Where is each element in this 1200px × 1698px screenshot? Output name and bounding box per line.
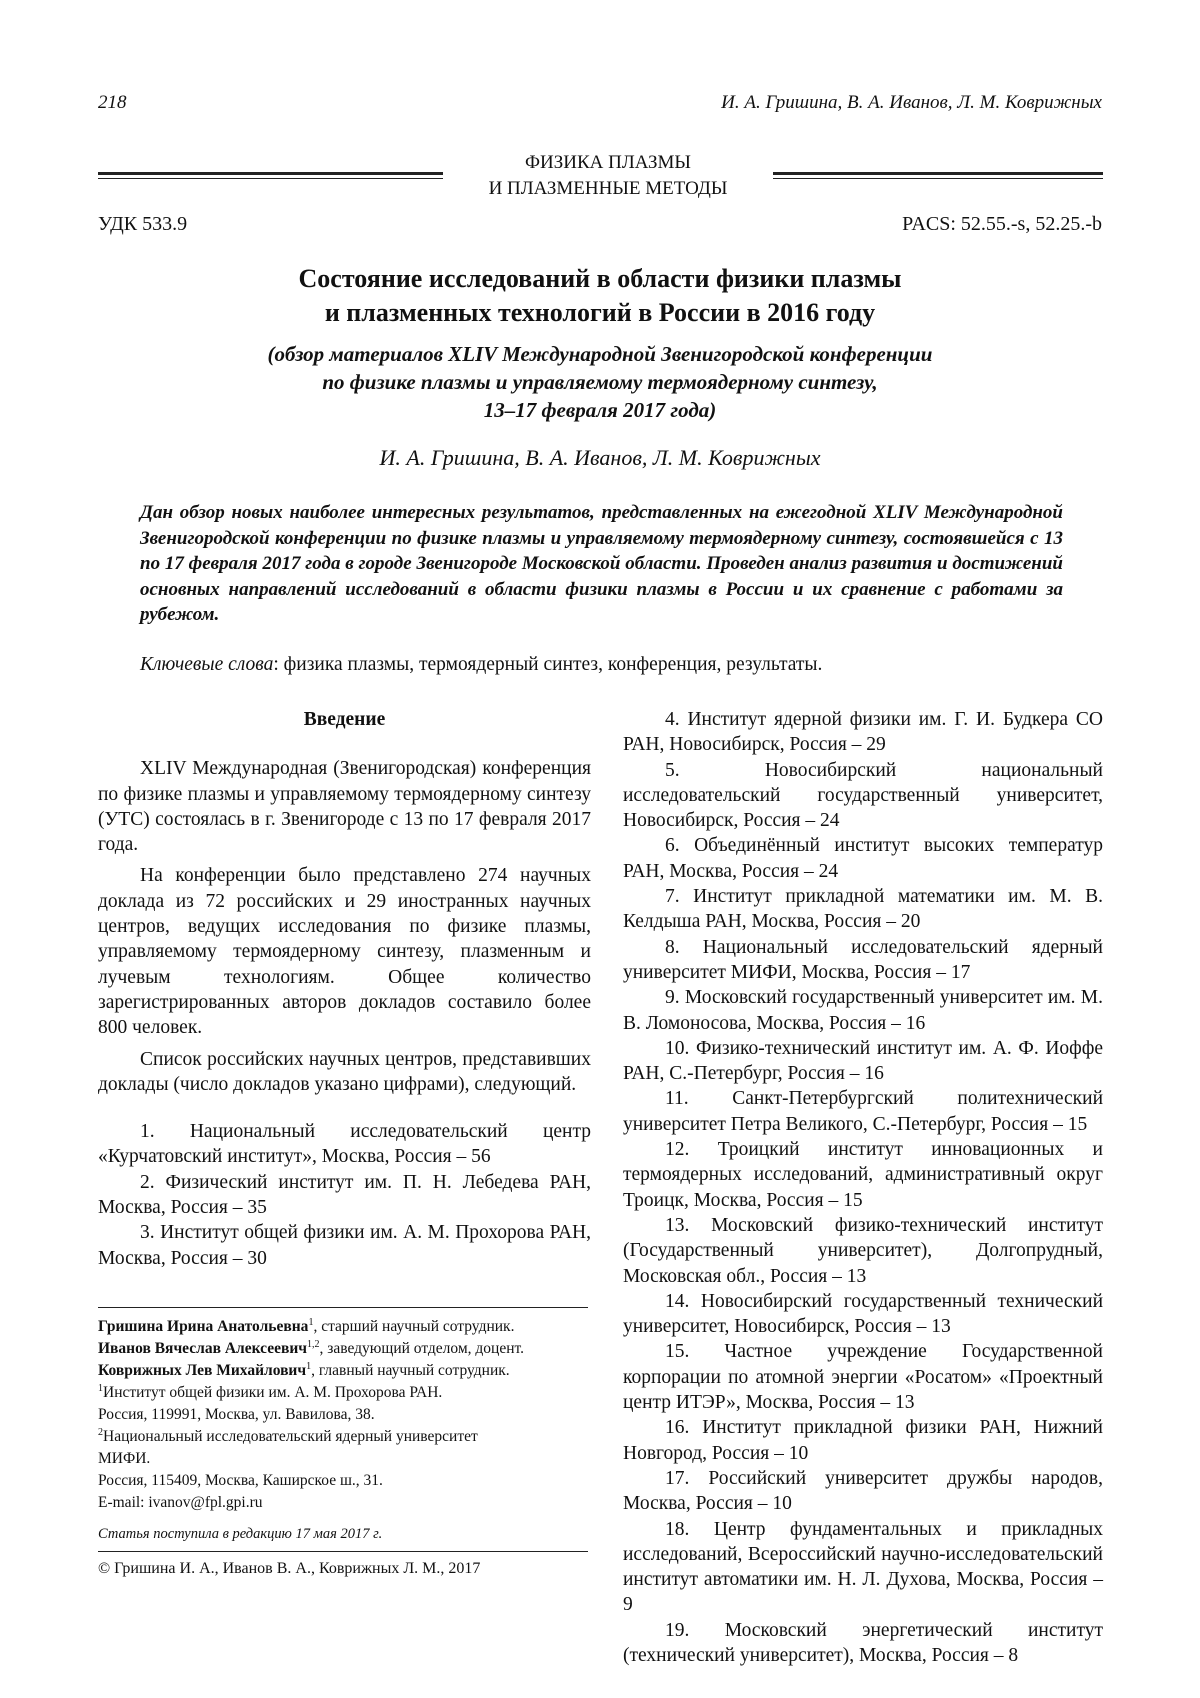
udk-code: УДК 533.9 [98, 213, 188, 235]
copyright-notice: © Гришина И. А., Иванов В. А., Коврижных Л. М., 2017 [98, 1560, 481, 1577]
intro-paragraph: На конференции было представлено 274 научных доклада из 72 российских и 29 иностранных научных центров, ведущих исследования по физике плазмы, управляемому термоядерному синтезу, плазменным и лучевым технологиям. Общее количество зарегистрированных авторов докладов составило более 800 человек. [98, 865, 591, 1039]
center-item: 1. Национальный исследовательский центр «Курчатовский институт», Москва, Россия – 56 [98, 1121, 591, 1168]
center-item: 5. Новосибирский национальный исследовательский государственный университет, Новосибирск, Россия – 24 [623, 759, 1103, 832]
center-item: 3. Институт общей физики им. А. М. Прохорова РАН, Москва, Россия – 30 [98, 1222, 591, 1269]
keywords-label: Ключевые слова [140, 654, 274, 675]
center-item: 12. Троицкий институт инновационных и термоядерных исследований, административный округ Троицк, Москва, Россия – 15 [623, 1139, 1103, 1211]
center-item: 17. Российский университет дружбы народов, Москва, Россия – 10 [623, 1467, 1103, 1515]
center-item: 19. Московский энергетический институт (технический университет), Москва, Россия – 8 [623, 1619, 1103, 1666]
received-date: Статья поступила в редакцию 17 мая 2017 г. [98, 1526, 383, 1542]
section-rule-right [773, 172, 1103, 179]
center-item: 4. Институт ядерной физики им. Г. И. Будкера СО РАН, Новосибирск, Россия – 29 [623, 709, 1103, 756]
abstract: Дан обзор новых наиболее интересных результатов, представленных на ежегодной XLIV Международной Звенигородской конференции по физике плазмы и управляемому термоядерному синтезу, состоявшейся с 13 по 17 февраля 2017 года в городе Звенигороде Московской области. Проведен анализ развития и достижений основных направлений исследований в области физики плазмы в России и их сравнение с работами за рубежом. [140, 502, 1063, 625]
affiliation-1-address: Россия, 119991, Москва, ул. Вавилова, 38. [98, 1406, 375, 1423]
center-item: 9. Московский государственный университет им. М. В. Ломоносова, Москва, Россия – 16 [623, 987, 1103, 1034]
centers-list-left [98, 1119, 591, 1271]
section-rule-left [98, 172, 443, 179]
affiliation-2-address: Россия, 115409, Москва, Каширское ш., 31. [98, 1472, 383, 1489]
section-heading [443, 150, 773, 202]
subtitle-line-2: по физике плазмы и управляемому термоядерному синтезу, [322, 370, 878, 394]
affiliation-mark: 1 [98, 1382, 103, 1394]
center-item: 10. Физико-технический институт им. А. Ф. Иоффе РАН, С.-Петербург, Россия – 16 [623, 1037, 1103, 1085]
intro-paragraph: Список российских научных центров, представивших доклады (число докладов указано цифрами), следующий. [98, 1048, 591, 1095]
page-number: 218 [98, 92, 127, 113]
center-item: 13. Московский физико-технический институт (Государственный университет), Долгопрудный, Московская обл., Россия – 13 [623, 1214, 1103, 1287]
center-item: 14. Новосибирский государственный технический университет, Новосибирск, Россия – 13 [623, 1290, 1103, 1338]
intro-heading: Введение [303, 709, 386, 730]
footnote-author-2 [98, 1338, 598, 1360]
author-role: , заведующий отделом, доцент. [319, 1340, 525, 1357]
keywords [140, 654, 1063, 676]
section-line-2: И ПЛАЗМЕННЫЕ МЕТОДЫ [488, 178, 728, 199]
center-item: 18. Центр фундаментальных и прикладных исследований, Всероссийский научно-исследовательский институт автоматики им. Н. Л. Духова, Москва, Россия – 9 [623, 1518, 1103, 1616]
author-name: Коврижных Лев Михайлович [98, 1362, 307, 1379]
author-footnote [98, 1316, 598, 1514]
subtitle-line-1: (обзор материалов XLIV Международной Звенигородской конференции [267, 342, 933, 366]
affiliation-mark: 2 [98, 1426, 103, 1438]
right-column [623, 707, 1103, 1668]
author-name: Гришина Ирина Анатольевна [98, 1318, 309, 1335]
affiliation-1-name [98, 1382, 598, 1404]
affiliation-mark: 1,2 [307, 1338, 320, 1350]
affiliation-2-name [98, 1426, 598, 1448]
contact-email: E-mail: ivanov@fpl.gpi.ru [98, 1494, 263, 1511]
title-line-2: и плазменных технологий в России в 2016 году [324, 298, 876, 327]
author-role: , главный научный сотрудник. [311, 1362, 510, 1379]
center-item: 15. Частное учреждение Государственной корпорации по атомной энергии «Росатом» «Проектный центр ИТЭР», Москва, Россия – 13 [623, 1341, 1103, 1414]
center-item: 16. Институт прикладной физики РАН, Нижний Новгород, Россия – 10 [623, 1417, 1103, 1464]
intro-paragraph: XLIV Международная (Звенигородская) конференция по физике плазмы и управляемому термоядерному синтезу (УТС) состоялась в г. Звенигороде с 13 по 17 февраля 2017 года. [98, 758, 591, 856]
footnote-author-3 [98, 1360, 598, 1382]
received-rule [98, 1551, 588, 1552]
center-item: 11. Санкт-Петербургский политехнический университет Петра Великого, С.-Петербург, Россия – 15 [623, 1088, 1103, 1135]
pacs-code: PACS: 52.55.-s, 52.25.-b [902, 213, 1102, 235]
article-title [100, 262, 1100, 330]
author-list: И. А. Гришина, В. А. Иванов, Л. М. Коврижных [379, 445, 821, 470]
footnote-author-1 [98, 1316, 598, 1338]
center-item: 6. Объединённый институт высоких температур РАН, Москва, Россия – 24 [623, 835, 1103, 882]
center-item: 8. Национальный исследовательский ядерный университет МИФИ, Москва, Россия – 17 [623, 936, 1103, 983]
affiliation-2-name-cont: МИФИ. [98, 1450, 151, 1467]
affiliation-mark: 1 [306, 1360, 312, 1372]
footnote-rule [98, 1307, 588, 1308]
title-line-1: Состояние исследований в области физики плазмы [298, 264, 902, 293]
center-item: 2. Физический институт им. П. Н. Лебедева РАН, Москва, Россия – 35 [98, 1171, 591, 1219]
affiliation-text: Институт общей физики им. А. М. Прохорова РАН. [103, 1384, 443, 1401]
author-name: Иванов Вячеслав Алексеевич [98, 1340, 308, 1357]
article-subtitle [100, 340, 1100, 424]
keywords-text: : физика плазмы, термоядерный синтез, конференция, результаты. [273, 654, 823, 675]
affiliation-text: Национальный исследовательский ядерный университет [103, 1428, 478, 1445]
subtitle-line-3: 13–17 февраля 2017 года) [483, 398, 717, 422]
left-column [98, 707, 591, 1271]
author-role: , старший научный сотрудник. [313, 1318, 515, 1335]
running-header-authors: И. А. Гришина, В. А. Иванов, Л. М. Коврижных [721, 92, 1102, 113]
center-item: 7. Институт прикладной математики им. М. В. Келдыша РАН, Москва, Россия – 20 [623, 886, 1103, 933]
section-line-1: ФИЗИКА ПЛАЗМЫ [525, 152, 691, 173]
affiliation-mark: 1 [308, 1316, 314, 1328]
